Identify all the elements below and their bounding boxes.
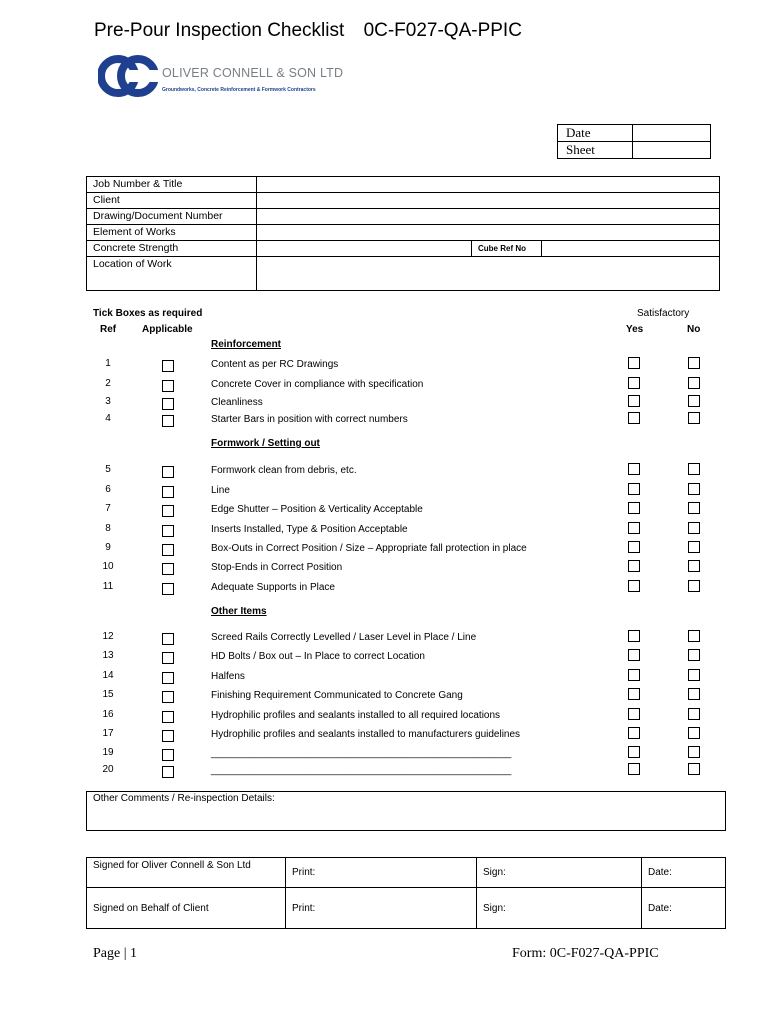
signed-company-label: Signed for Oliver Connell & Son Ltd xyxy=(87,858,286,888)
print-label: Print: xyxy=(292,902,316,914)
applicable-checkbox[interactable] xyxy=(162,398,174,410)
client-sign-field[interactable] xyxy=(477,888,642,929)
satisfactory-no-checkbox[interactable] xyxy=(688,395,700,407)
logo-tagline: Groundworks, Concrete Reinforcement & Formwork Contractors xyxy=(162,87,316,93)
item-ref: 11 xyxy=(102,581,114,592)
applicable-checkbox[interactable] xyxy=(162,525,174,537)
item-ref: 15 xyxy=(102,689,114,700)
signature-table xyxy=(86,857,726,929)
item-text: Adequate Supports in Place xyxy=(211,582,335,593)
job-number-label: Job Number & Title xyxy=(87,177,257,193)
satisfactory-no-checkbox[interactable] xyxy=(688,560,700,572)
satisfactory-yes-checkbox[interactable] xyxy=(628,630,640,642)
date-label: Date xyxy=(558,125,633,142)
location-field[interactable] xyxy=(257,257,720,291)
satisfactory-yes-checkbox[interactable] xyxy=(628,763,640,775)
applicable-checkbox[interactable] xyxy=(162,544,174,556)
applicable-checkbox[interactable] xyxy=(162,380,174,392)
satisfactory-yes-checkbox[interactable] xyxy=(628,727,640,739)
company-sign-field[interactable] xyxy=(477,858,642,888)
item-text: Finishing Requirement Communicated to Concrete Gang xyxy=(211,690,463,701)
item-ref: 20 xyxy=(102,764,114,775)
item-text: Box-Outs in Correct Position / Size – Appropriate fall protection in place xyxy=(211,543,527,554)
applicable-checkbox[interactable] xyxy=(162,633,174,645)
applicable-checkbox[interactable] xyxy=(162,691,174,703)
strength-field[interactable] xyxy=(257,241,472,257)
satisfactory-no-checkbox[interactable] xyxy=(688,708,700,720)
item-ref: 10 xyxy=(102,561,114,572)
satisfactory-yes-checkbox[interactable] xyxy=(628,541,640,553)
item-text: Screed Rails Correctly Levelled / Laser Level in Place / Line xyxy=(211,632,477,643)
applicable-checkbox[interactable] xyxy=(162,415,174,427)
footer-page-number: Page | 1 xyxy=(93,946,138,961)
item-ref: 17 xyxy=(102,728,114,739)
satisfactory-no-checkbox[interactable] xyxy=(688,580,700,592)
item-text: ______________________________________________________ xyxy=(211,748,512,759)
date-label: Date: xyxy=(648,867,672,878)
item-ref: 5 xyxy=(105,464,111,475)
sheet-label: Sheet xyxy=(558,142,633,159)
comments-box[interactable] xyxy=(86,791,726,831)
satisfactory-yes-checkbox[interactable] xyxy=(628,580,640,592)
ref-header: Ref xyxy=(100,324,117,335)
satisfactory-no-checkbox[interactable] xyxy=(688,412,700,424)
satisfactory-no-checkbox[interactable] xyxy=(688,763,700,775)
item-text: Content as per RC Drawings xyxy=(211,359,339,370)
section-formwork: Formwork / Setting out xyxy=(211,438,320,449)
cube-ref-label: Cube Ref No xyxy=(472,241,542,257)
satisfactory-yes-checkbox[interactable] xyxy=(628,483,640,495)
applicable-checkbox[interactable] xyxy=(162,652,174,664)
applicable-checkbox[interactable] xyxy=(162,583,174,595)
date-field[interactable] xyxy=(633,125,711,142)
logo-company-name: OLIVER CONNELL & SON LTD xyxy=(162,66,344,80)
satisfactory-no-checkbox[interactable] xyxy=(688,669,700,681)
item-ref: 14 xyxy=(102,670,114,681)
company-print-field[interactable] xyxy=(286,858,477,888)
client-date-field[interactable] xyxy=(642,888,726,929)
satisfactory-no-checkbox[interactable] xyxy=(688,377,700,389)
client-label: Client xyxy=(87,193,257,209)
satisfactory-no-checkbox[interactable] xyxy=(688,649,700,661)
applicable-checkbox[interactable] xyxy=(162,766,174,778)
satisfactory-yes-checkbox[interactable] xyxy=(628,377,640,389)
applicable-checkbox[interactable] xyxy=(162,730,174,742)
satisfactory-no-checkbox[interactable] xyxy=(688,463,700,475)
date-label: Date: xyxy=(648,902,672,914)
applicable-checkbox[interactable] xyxy=(162,563,174,575)
element-field[interactable] xyxy=(257,225,720,241)
satisfactory-yes-checkbox[interactable] xyxy=(628,502,640,514)
title-code: 0C-F027-QA-PPIC xyxy=(363,20,522,41)
client-print-field[interactable] xyxy=(286,888,477,929)
item-ref: 4 xyxy=(105,413,111,424)
section-reinforcement: Reinforcement xyxy=(211,339,282,350)
item-text: ______________________________________________________ xyxy=(211,765,512,776)
satisfactory-no-checkbox[interactable] xyxy=(688,688,700,700)
satisfactory-yes-checkbox[interactable] xyxy=(628,560,640,572)
item-text: Halfens xyxy=(211,671,245,682)
item-ref: 2 xyxy=(105,378,111,389)
satisfactory-yes-checkbox[interactable] xyxy=(628,463,640,475)
applicable-checkbox[interactable] xyxy=(162,466,174,478)
applicable-header: Applicable xyxy=(142,324,193,335)
item-ref: 19 xyxy=(102,747,114,758)
satisfactory-no-checkbox[interactable] xyxy=(688,522,700,534)
print-label: Print: xyxy=(292,867,316,878)
date-sheet-table xyxy=(557,124,711,159)
item-text: Inserts Installed, Type & Position Acceptable xyxy=(211,524,408,535)
applicable-checkbox[interactable] xyxy=(162,486,174,498)
yes-header: Yes xyxy=(626,324,644,335)
element-label: Element of Works xyxy=(87,225,257,241)
company-logo xyxy=(98,54,343,100)
title-main: Pre-Pour Inspection Checklist xyxy=(94,20,345,41)
no-header: No xyxy=(687,324,701,335)
page-title xyxy=(94,20,522,42)
satisfactory-no-checkbox[interactable] xyxy=(688,502,700,514)
satisfactory-no-checkbox[interactable] xyxy=(688,630,700,642)
item-text: Stop-Ends in Correct Position xyxy=(211,562,343,573)
applicable-checkbox[interactable] xyxy=(162,360,174,372)
satisfactory-yes-checkbox[interactable] xyxy=(628,708,640,720)
item-ref: 3 xyxy=(105,396,111,407)
signed-client-label: Signed on Behalf of Client xyxy=(87,888,286,929)
sheet-field[interactable] xyxy=(633,142,711,159)
drawing-label: Drawing/Document Number xyxy=(87,209,257,225)
strength-label: Concrete Strength xyxy=(87,241,257,257)
item-ref: 7 xyxy=(105,503,111,514)
item-text: Cleanliness xyxy=(211,397,263,408)
applicable-checkbox[interactable] xyxy=(162,749,174,761)
location-label: Location of Work xyxy=(87,257,257,291)
satisfactory-yes-checkbox[interactable] xyxy=(628,395,640,407)
job-number-field[interactable] xyxy=(257,177,720,193)
satisfactory-yes-checkbox[interactable] xyxy=(628,357,640,369)
applicable-checkbox[interactable] xyxy=(162,505,174,517)
item-text: Starter Bars in position with correct numbers xyxy=(211,414,408,425)
satisfactory-yes-checkbox[interactable] xyxy=(628,522,640,534)
item-ref: 9 xyxy=(105,542,111,553)
item-text: Concrete Cover in compliance with specification xyxy=(211,379,424,390)
item-ref: 1 xyxy=(105,358,111,369)
client-field[interactable] xyxy=(257,193,720,209)
applicable-checkbox[interactable] xyxy=(162,711,174,723)
item-text: Edge Shutter – Position & Verticality Acceptable xyxy=(211,504,423,515)
company-date-field[interactable] xyxy=(642,858,726,888)
sign-label: Sign: xyxy=(483,902,506,914)
applicable-checkbox[interactable] xyxy=(162,672,174,684)
item-ref: 13 xyxy=(102,650,114,661)
satisfactory-yes-checkbox[interactable] xyxy=(628,688,640,700)
comments-label: Other Comments / Re-inspection Details: xyxy=(93,793,275,804)
item-text: Hydrophilic profiles and sealants installed to all required locations xyxy=(211,710,501,721)
satisfactory-no-checkbox[interactable] xyxy=(688,483,700,495)
item-ref: 16 xyxy=(102,709,114,720)
satisfactory-header: Satisfactory xyxy=(637,308,690,319)
item-text: Hydrophilic profiles and sealants installed to manufacturers guidelines xyxy=(211,729,521,740)
item-ref: 8 xyxy=(105,523,111,534)
job-info-table xyxy=(86,176,720,291)
oc-logo-icon xyxy=(98,54,158,98)
item-ref: 6 xyxy=(105,484,111,495)
drawing-field[interactable] xyxy=(257,209,720,225)
satisfactory-yes-checkbox[interactable] xyxy=(628,649,640,661)
item-text: Formwork clean from debris, etc. xyxy=(211,465,357,476)
satisfactory-yes-checkbox[interactable] xyxy=(628,746,640,758)
sign-label: Sign: xyxy=(483,867,506,878)
item-text: Line xyxy=(211,485,230,496)
footer-form-code: Form: 0C-F027-QA-PPIC xyxy=(512,946,659,961)
item-ref: 12 xyxy=(102,631,114,642)
satisfactory-no-checkbox[interactable] xyxy=(688,727,700,739)
cube-ref-field[interactable] xyxy=(542,241,720,257)
satisfactory-no-checkbox[interactable] xyxy=(688,357,700,369)
tick-boxes-header: Tick Boxes as required xyxy=(93,308,203,319)
satisfactory-no-checkbox[interactable] xyxy=(688,746,700,758)
satisfactory-no-checkbox[interactable] xyxy=(688,541,700,553)
satisfactory-yes-checkbox[interactable] xyxy=(628,412,640,424)
section-other-items: Other Items xyxy=(211,606,267,617)
item-text: HD Bolts / Box out – In Place to correct Location xyxy=(211,651,425,662)
satisfactory-yes-checkbox[interactable] xyxy=(628,669,640,681)
